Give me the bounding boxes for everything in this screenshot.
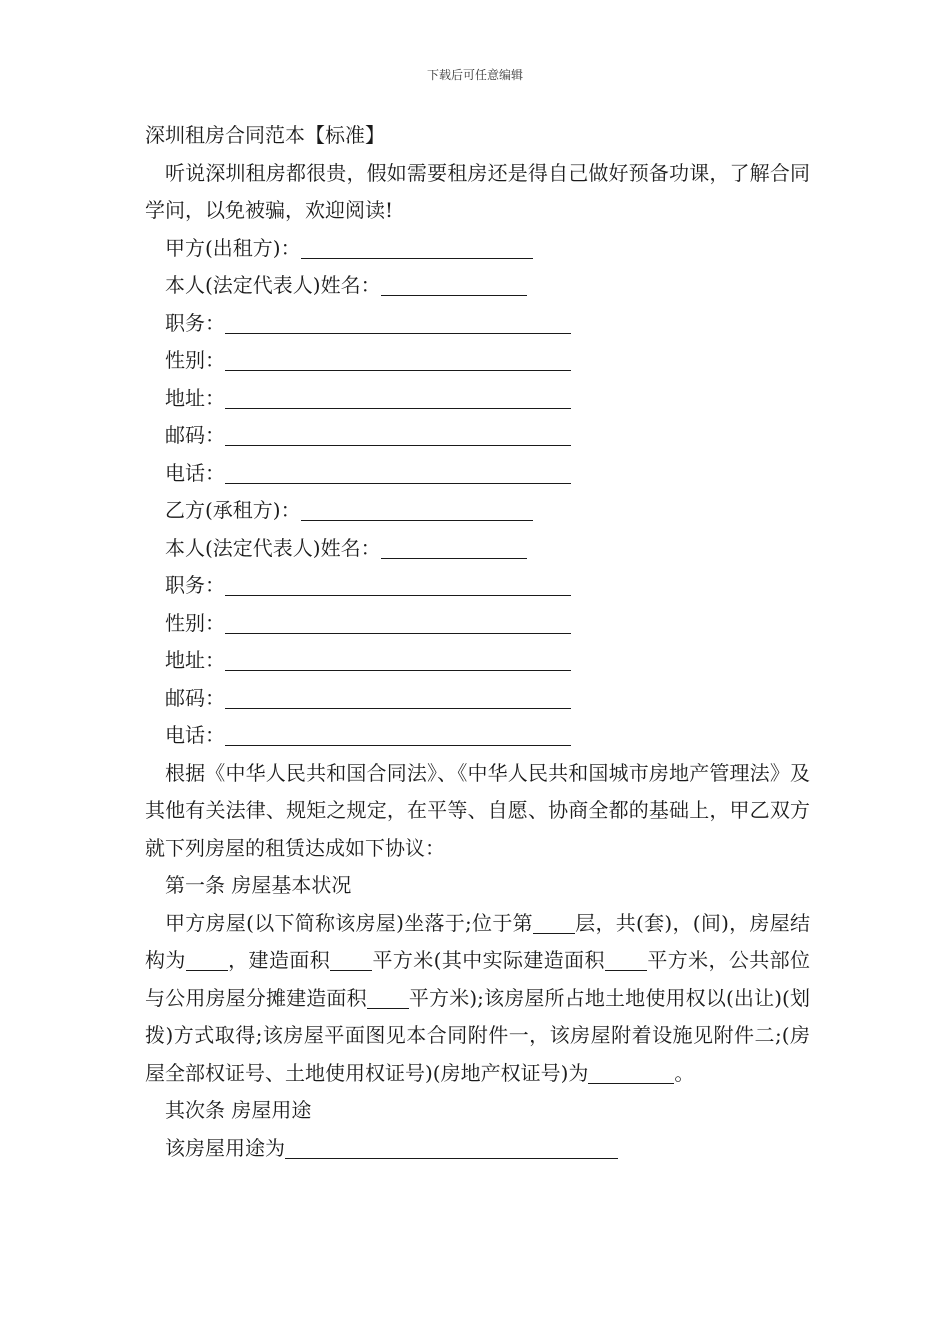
party-a-rep-label: 本人(法定代表人)姓名： [165, 273, 381, 297]
party-b-phone-label: 电话： [165, 723, 225, 747]
party-a-phone-line [145, 455, 810, 493]
party-b-name-blank[interactable] [301, 498, 533, 521]
party-a-label: 甲方(出租方)： [165, 235, 301, 260]
party-a-position-blank[interactable] [225, 311, 571, 334]
party-b-postcode-line [145, 680, 810, 718]
article-2-heading: 其次条 房屋用途 [165, 1098, 312, 1122]
party-b-gender-label: 性别： [165, 610, 225, 635]
party-a-postcode-blank[interactable] [225, 423, 571, 446]
party-b-postcode-blank[interactable] [225, 686, 571, 709]
floor-area-blank[interactable] [330, 948, 372, 971]
party-a-phone-label: 电话： [165, 460, 225, 485]
party-b-address-blank[interactable] [225, 648, 571, 671]
article-1-heading: 第一条 房屋基本状况 [165, 873, 352, 897]
party-b-position-label: 职务： [165, 573, 225, 597]
party-b-postcode-label: 邮码： [165, 685, 225, 710]
party-a-rep-blank[interactable] [381, 273, 527, 296]
party-a-phone-blank[interactable] [225, 461, 571, 484]
document-title: 深圳租房合同范本【标准】 [145, 123, 385, 147]
article-1-text-2: 层，共(套)，(间)，房屋结构为 [145, 910, 811, 972]
basis-paragraph: 根据《中华人民共和国合同法》、《中华人民共和国城市房地产管理法》及其他有关法律、规矩之规定，在平等、自愿、协商全都的基础上，甲乙双方就下列房屋的租赁达成如下协议： [145, 760, 810, 860]
party-a-position-label: 职务： [165, 310, 225, 335]
party-a-postcode-label: 邮码： [165, 423, 225, 447]
intro-paragraph: 听说深圳租房都很贵，假如需要租房还是得自己做好预备功课，了解合同学问，以免被骗，欢迎阅读! [145, 160, 810, 222]
article-1-text-7: 。 [674, 1060, 695, 1085]
article-1-text-5: 平方米，公共部位与公用房屋分摊建造面积 [145, 948, 811, 1010]
party-a-gender-label: 性别： [165, 348, 225, 372]
usage-line [145, 1130, 810, 1168]
article-1-text-4: 平方米(其中实际建造面积 [372, 948, 605, 972]
party-b-gender-blank[interactable] [225, 611, 571, 634]
party-b-address-label: 地址： [165, 648, 225, 672]
article-1-paragraph [145, 905, 810, 1093]
article-1-text-3: ，建造面积 [227, 948, 331, 972]
party-a-rep-line [145, 267, 810, 305]
document-body [145, 117, 810, 1167]
article-1-text-1: 甲方房屋(以下简称该房屋)坐落于;位于第 [165, 910, 533, 935]
structure-blank[interactable] [186, 948, 228, 971]
floor-blank[interactable] [533, 911, 575, 934]
party-b-rep-blank[interactable] [381, 536, 527, 559]
party-a-position-line [145, 305, 810, 343]
party-b-phone-blank[interactable] [225, 723, 571, 746]
party-b-position-line [145, 567, 810, 605]
party-b-gender-line [145, 605, 810, 643]
party-a-gender-blank[interactable] [225, 348, 571, 371]
actual-area-blank[interactable] [605, 948, 647, 971]
party-a-postcode-line [145, 417, 810, 455]
party-b-label: 乙方(承租方)： [165, 498, 301, 522]
party-b-position-blank[interactable] [225, 573, 571, 596]
page-header: 下载后可任意编辑 [426, 68, 523, 82]
article-1-text-6: 平方米);该房屋所占地土地使用权以(出让)(划拨)方式取得;该房屋平面图见本合同附件一，该房屋附着设施见附件二;(房屋全部权证号、土地使用权证号)(房地产权证号)为 [145, 985, 811, 1085]
party-a-line [145, 230, 810, 268]
party-b-rep-label: 本人(法定代表人)姓名： [165, 535, 381, 560]
party-a-gender-line [145, 342, 810, 380]
party-a-address-blank[interactable] [225, 386, 571, 409]
party-b-rep-line [145, 530, 810, 568]
certificate-number-blank[interactable] [588, 1061, 674, 1084]
usage-label: 该房屋用途为 [165, 1135, 285, 1160]
party-b-line [145, 492, 810, 530]
usage-blank[interactable] [285, 1136, 618, 1159]
shared-area-blank[interactable] [367, 986, 409, 1009]
party-b-address-line [145, 642, 810, 680]
party-b-phone-line [145, 717, 810, 755]
party-a-name-blank[interactable] [301, 236, 533, 259]
party-a-address-label: 地址： [165, 385, 225, 410]
party-a-address-line [145, 380, 810, 418]
